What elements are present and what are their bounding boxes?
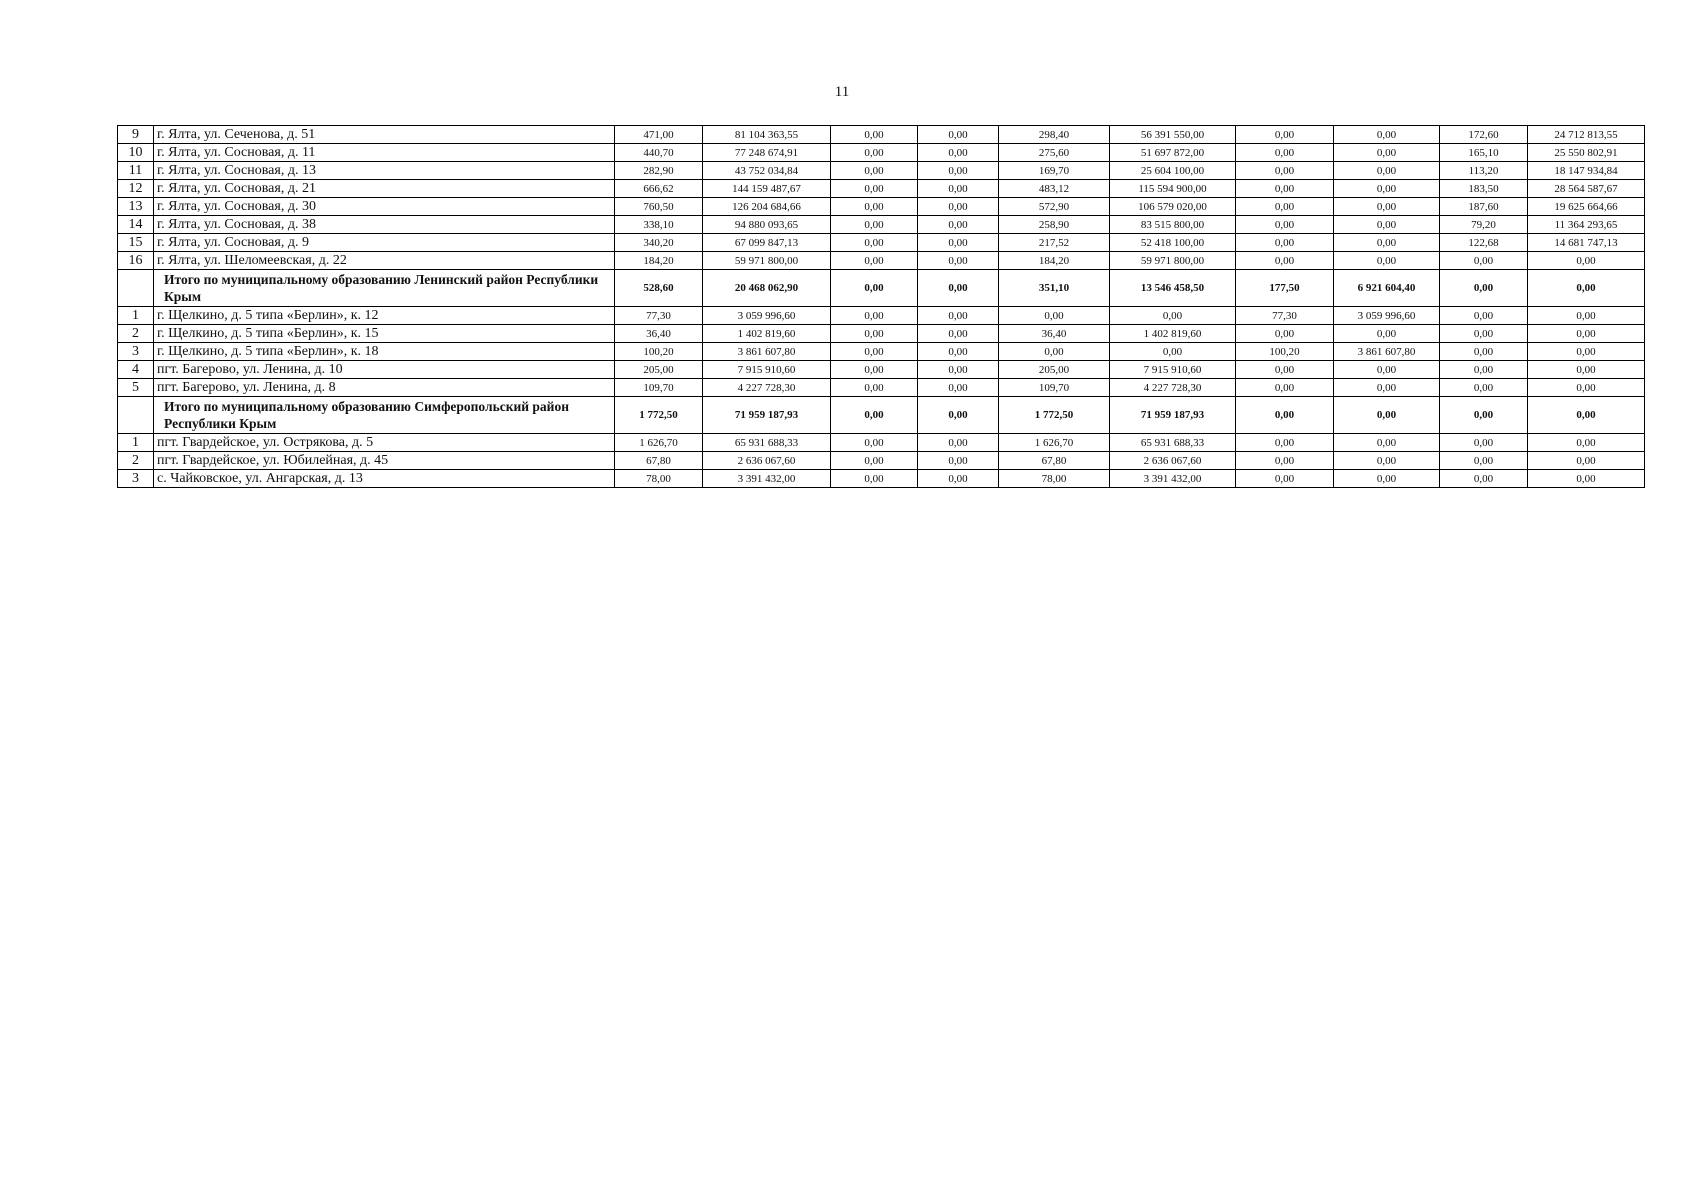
value-cell: 0,00 bbox=[1528, 361, 1645, 379]
row-number-cell: 16 bbox=[118, 252, 154, 270]
value-cell: 0,00 bbox=[1440, 434, 1528, 452]
value-cell: 67,80 bbox=[615, 452, 703, 470]
value-cell: 0,00 bbox=[918, 180, 999, 198]
value-cell: 169,70 bbox=[999, 162, 1110, 180]
value-cell: 3 059 996,60 bbox=[703, 307, 831, 325]
value-cell: 0,00 bbox=[831, 234, 918, 252]
page-number: 11 bbox=[834, 84, 850, 100]
row-number-cell: 15 bbox=[118, 234, 154, 252]
value-cell: 3 861 607,80 bbox=[1334, 343, 1440, 361]
value-cell: 1 772,50 bbox=[999, 397, 1110, 434]
table-row bbox=[118, 470, 1645, 488]
value-cell: 0,00 bbox=[1528, 397, 1645, 434]
row-number-cell: 11 bbox=[118, 162, 154, 180]
value-cell: 172,60 bbox=[1440, 126, 1528, 144]
value-cell: 0,00 bbox=[831, 434, 918, 452]
table-row bbox=[118, 325, 1645, 343]
value-cell: 0,00 bbox=[831, 397, 918, 434]
value-cell: 0,00 bbox=[1236, 361, 1334, 379]
value-cell: 126 204 684,66 bbox=[703, 198, 831, 216]
value-cell: 3 059 996,60 bbox=[1334, 307, 1440, 325]
value-cell: 0,00 bbox=[918, 252, 999, 270]
value-cell: 56 391 550,00 bbox=[1110, 126, 1236, 144]
value-cell: 0,00 bbox=[1528, 343, 1645, 361]
row-number-cell: 2 bbox=[118, 452, 154, 470]
value-cell: 4 227 728,30 bbox=[1110, 379, 1236, 397]
value-cell: 7 915 910,60 bbox=[703, 361, 831, 379]
value-cell: 0,00 bbox=[1334, 325, 1440, 343]
address-cell: г. Ялта, ул. Сосновая, д. 30 bbox=[154, 198, 615, 216]
value-cell: 24 712 813,55 bbox=[1528, 126, 1645, 144]
value-cell: 77 248 674,91 bbox=[703, 144, 831, 162]
value-cell: 0,00 bbox=[918, 397, 999, 434]
value-cell: 258,90 bbox=[999, 216, 1110, 234]
value-cell: 0,00 bbox=[1334, 397, 1440, 434]
value-cell: 1 626,70 bbox=[999, 434, 1110, 452]
value-cell: 25 604 100,00 bbox=[1110, 162, 1236, 180]
value-cell: 0,00 bbox=[1440, 270, 1528, 307]
value-cell: 298,40 bbox=[999, 126, 1110, 144]
address-cell: пгт. Багерово, ул. Ленина, д. 10 bbox=[154, 361, 615, 379]
table-row bbox=[118, 162, 1645, 180]
value-cell: 65 931 688,33 bbox=[703, 434, 831, 452]
value-cell: 0,00 bbox=[1334, 198, 1440, 216]
address-cell: г. Ялта, ул. Сосновая, д. 13 bbox=[154, 162, 615, 180]
value-cell: 3 391 432,00 bbox=[1110, 470, 1236, 488]
value-cell: 115 594 900,00 bbox=[1110, 180, 1236, 198]
value-cell: 0,00 bbox=[1440, 452, 1528, 470]
value-cell: 59 971 800,00 bbox=[1110, 252, 1236, 270]
value-cell: 0,00 bbox=[1440, 252, 1528, 270]
value-cell: 0,00 bbox=[1236, 379, 1334, 397]
value-cell: 0,00 bbox=[1334, 216, 1440, 234]
value-cell: 2 636 067,60 bbox=[703, 452, 831, 470]
value-cell: 0,00 bbox=[1236, 126, 1334, 144]
value-cell: 0,00 bbox=[831, 452, 918, 470]
value-cell: 0,00 bbox=[831, 470, 918, 488]
table-row bbox=[118, 379, 1645, 397]
value-cell: 351,10 bbox=[999, 270, 1110, 307]
value-cell: 78,00 bbox=[615, 470, 703, 488]
value-cell: 0,00 bbox=[1440, 361, 1528, 379]
value-cell: 0,00 bbox=[1334, 452, 1440, 470]
address-cell: г. Ялта, ул. Сосновая, д. 11 bbox=[154, 144, 615, 162]
value-cell: 0,00 bbox=[831, 162, 918, 180]
value-cell: 94 880 093,65 bbox=[703, 216, 831, 234]
value-cell: 0,00 bbox=[1528, 434, 1645, 452]
row-number-cell: 14 bbox=[118, 216, 154, 234]
value-cell: 0,00 bbox=[831, 270, 918, 307]
value-cell: 0,00 bbox=[1110, 343, 1236, 361]
value-cell: 0,00 bbox=[918, 144, 999, 162]
value-cell: 65 931 688,33 bbox=[1110, 434, 1236, 452]
value-cell: 0,00 bbox=[831, 252, 918, 270]
value-cell: 0,00 bbox=[831, 180, 918, 198]
value-cell: 165,10 bbox=[1440, 144, 1528, 162]
value-cell: 109,70 bbox=[615, 379, 703, 397]
row-number-cell: 5 bbox=[118, 379, 154, 397]
table-row bbox=[118, 216, 1645, 234]
value-cell: 275,60 bbox=[999, 144, 1110, 162]
value-cell: 0,00 bbox=[1334, 361, 1440, 379]
value-cell: 0,00 bbox=[918, 126, 999, 144]
value-cell: 0,00 bbox=[1236, 216, 1334, 234]
value-cell: 77,30 bbox=[615, 307, 703, 325]
value-cell: 113,20 bbox=[1440, 162, 1528, 180]
value-cell: 67 099 847,13 bbox=[703, 234, 831, 252]
value-cell: 0,00 bbox=[1334, 234, 1440, 252]
value-cell: 1 402 819,60 bbox=[1110, 325, 1236, 343]
value-cell: 25 550 802,91 bbox=[1528, 144, 1645, 162]
value-cell: 0,00 bbox=[1334, 434, 1440, 452]
table-body bbox=[118, 126, 1645, 488]
value-cell: 0,00 bbox=[918, 379, 999, 397]
address-cell: с. Чайковское, ул. Ангарская, д. 13 bbox=[154, 470, 615, 488]
address-cell: пгт. Гвардейское, ул. Юбилейная, д. 45 bbox=[154, 452, 615, 470]
value-cell: 1 402 819,60 bbox=[703, 325, 831, 343]
value-cell: 0,00 bbox=[831, 343, 918, 361]
value-cell: 67,80 bbox=[999, 452, 1110, 470]
value-cell: 0,00 bbox=[1236, 162, 1334, 180]
value-cell: 0,00 bbox=[918, 198, 999, 216]
value-cell: 0,00 bbox=[918, 325, 999, 343]
value-cell: 28 564 587,67 bbox=[1528, 180, 1645, 198]
value-cell: 338,10 bbox=[615, 216, 703, 234]
address-cell: пгт. Багерово, ул. Ленина, д. 8 bbox=[154, 379, 615, 397]
address-cell: г. Ялта, ул. Сосновая, д. 38 bbox=[154, 216, 615, 234]
value-cell: 0,00 bbox=[831, 325, 918, 343]
row-number-cell: 10 bbox=[118, 144, 154, 162]
address-cell: г. Щелкино, д. 5 типа «Берлин», к. 15 bbox=[154, 325, 615, 343]
value-cell: 0,00 bbox=[918, 470, 999, 488]
value-cell: 0,00 bbox=[1236, 325, 1334, 343]
value-cell: 0,00 bbox=[1334, 470, 1440, 488]
value-cell: 0,00 bbox=[1236, 144, 1334, 162]
value-cell: 6 921 604,40 bbox=[1334, 270, 1440, 307]
value-cell: 528,60 bbox=[615, 270, 703, 307]
value-cell: 184,20 bbox=[615, 252, 703, 270]
row-number-cell: 12 bbox=[118, 180, 154, 198]
value-cell: 187,60 bbox=[1440, 198, 1528, 216]
value-cell: 4 227 728,30 bbox=[703, 379, 831, 397]
row-number-cell bbox=[118, 397, 154, 434]
value-cell: 0,00 bbox=[831, 307, 918, 325]
address-cell: г. Ялта, ул. Сеченова, д. 51 bbox=[154, 126, 615, 144]
value-cell: 18 147 934,84 bbox=[1528, 162, 1645, 180]
address-cell: г. Щелкино, д. 5 типа «Берлин», к. 12 bbox=[154, 307, 615, 325]
value-cell: 0,00 bbox=[999, 307, 1110, 325]
address-cell: г. Ялта, ул. Сосновая, д. 9 bbox=[154, 234, 615, 252]
value-cell: 144 159 487,67 bbox=[703, 180, 831, 198]
value-cell: 217,52 bbox=[999, 234, 1110, 252]
value-cell: 282,90 bbox=[615, 162, 703, 180]
value-cell: 0,00 bbox=[1528, 270, 1645, 307]
value-cell: 0,00 bbox=[1528, 252, 1645, 270]
row-number-cell: 2 bbox=[118, 325, 154, 343]
value-cell: 13 546 458,50 bbox=[1110, 270, 1236, 307]
value-cell: 51 697 872,00 bbox=[1110, 144, 1236, 162]
value-cell: 0,00 bbox=[1334, 180, 1440, 198]
table-row bbox=[118, 343, 1645, 361]
value-cell: 0,00 bbox=[1440, 307, 1528, 325]
value-cell: 2 636 067,60 bbox=[1110, 452, 1236, 470]
value-cell: 100,20 bbox=[615, 343, 703, 361]
address-cell: г. Щелкино, д. 5 типа «Берлин», к. 18 bbox=[154, 343, 615, 361]
value-cell: 7 915 910,60 bbox=[1110, 361, 1236, 379]
address-cell: г. Ялта, ул. Сосновая, д. 21 bbox=[154, 180, 615, 198]
value-cell: 0,00 bbox=[1528, 307, 1645, 325]
value-cell: 14 681 747,13 bbox=[1528, 234, 1645, 252]
table-row bbox=[118, 452, 1645, 470]
value-cell: 0,00 bbox=[831, 361, 918, 379]
table-row bbox=[118, 307, 1645, 325]
value-cell: 0,00 bbox=[999, 343, 1110, 361]
value-cell: 0,00 bbox=[1528, 325, 1645, 343]
value-cell: 0,00 bbox=[1440, 379, 1528, 397]
value-cell: 0,00 bbox=[1528, 452, 1645, 470]
value-cell: 0,00 bbox=[1236, 234, 1334, 252]
value-cell: 0,00 bbox=[918, 452, 999, 470]
address-cell: пгт. Гвардейское, ул. Острякова, д. 5 bbox=[154, 434, 615, 452]
subtotal-label-cell: Итого по муниципальному образованию Симферопольский район Республики Крым bbox=[154, 397, 615, 434]
table-row bbox=[118, 252, 1645, 270]
value-cell: 0,00 bbox=[831, 126, 918, 144]
value-cell: 0,00 bbox=[1334, 144, 1440, 162]
table-row bbox=[118, 144, 1645, 162]
value-cell: 3 391 432,00 bbox=[703, 470, 831, 488]
table-row bbox=[118, 234, 1645, 252]
value-cell: 0,00 bbox=[1334, 162, 1440, 180]
value-cell: 0,00 bbox=[831, 144, 918, 162]
value-cell: 36,40 bbox=[999, 325, 1110, 343]
row-number-cell: 4 bbox=[118, 361, 154, 379]
table-row bbox=[118, 434, 1645, 452]
value-cell: 20 468 062,90 bbox=[703, 270, 831, 307]
row-number-cell bbox=[118, 270, 154, 307]
value-cell: 0,00 bbox=[1440, 343, 1528, 361]
value-cell: 0,00 bbox=[1236, 397, 1334, 434]
value-cell: 0,00 bbox=[1236, 252, 1334, 270]
subtotal-label-cell: Итого по муниципальному образованию Ленинский район Республики Крым bbox=[154, 270, 615, 307]
row-number-cell: 1 bbox=[118, 307, 154, 325]
value-cell: 440,70 bbox=[615, 144, 703, 162]
value-cell: 0,00 bbox=[1334, 252, 1440, 270]
value-cell: 83 515 800,00 bbox=[1110, 216, 1236, 234]
value-cell: 100,20 bbox=[1236, 343, 1334, 361]
value-cell: 71 959 187,93 bbox=[703, 397, 831, 434]
value-cell: 109,70 bbox=[999, 379, 1110, 397]
value-cell: 0,00 bbox=[1440, 470, 1528, 488]
housing-registry-table bbox=[117, 125, 1645, 488]
row-number-cell: 9 bbox=[118, 126, 154, 144]
value-cell: 666,62 bbox=[615, 180, 703, 198]
value-cell: 0,00 bbox=[1440, 325, 1528, 343]
value-cell: 0,00 bbox=[1528, 379, 1645, 397]
value-cell: 0,00 bbox=[918, 162, 999, 180]
row-number-cell: 3 bbox=[118, 470, 154, 488]
value-cell: 106 579 020,00 bbox=[1110, 198, 1236, 216]
table-row bbox=[118, 198, 1645, 216]
value-cell: 43 752 034,84 bbox=[703, 162, 831, 180]
value-cell: 11 364 293,65 bbox=[1528, 216, 1645, 234]
subtotal-row bbox=[118, 270, 1645, 307]
value-cell: 3 861 607,80 bbox=[703, 343, 831, 361]
value-cell: 177,50 bbox=[1236, 270, 1334, 307]
value-cell: 19 625 664,66 bbox=[1528, 198, 1645, 216]
value-cell: 0,00 bbox=[1334, 126, 1440, 144]
subtotal-row bbox=[118, 397, 1645, 434]
value-cell: 0,00 bbox=[1110, 307, 1236, 325]
value-cell: 0,00 bbox=[1236, 180, 1334, 198]
table-row bbox=[118, 126, 1645, 144]
value-cell: 36,40 bbox=[615, 325, 703, 343]
value-cell: 0,00 bbox=[831, 379, 918, 397]
value-cell: 483,12 bbox=[999, 180, 1110, 198]
value-cell: 1 626,70 bbox=[615, 434, 703, 452]
value-cell: 0,00 bbox=[918, 216, 999, 234]
value-cell: 0,00 bbox=[918, 270, 999, 307]
row-number-cell: 3 bbox=[118, 343, 154, 361]
row-number-cell: 1 bbox=[118, 434, 154, 452]
value-cell: 0,00 bbox=[1528, 470, 1645, 488]
value-cell: 205,00 bbox=[999, 361, 1110, 379]
value-cell: 71 959 187,93 bbox=[1110, 397, 1236, 434]
value-cell: 0,00 bbox=[1334, 379, 1440, 397]
value-cell: 184,20 bbox=[999, 252, 1110, 270]
value-cell: 78,00 bbox=[999, 470, 1110, 488]
table-row bbox=[118, 180, 1645, 198]
value-cell: 122,68 bbox=[1440, 234, 1528, 252]
address-cell: г. Ялта, ул. Шеломеевская, д. 22 bbox=[154, 252, 615, 270]
value-cell: 572,90 bbox=[999, 198, 1110, 216]
value-cell: 0,00 bbox=[918, 343, 999, 361]
value-cell: 59 971 800,00 bbox=[703, 252, 831, 270]
value-cell: 0,00 bbox=[918, 307, 999, 325]
value-cell: 760,50 bbox=[615, 198, 703, 216]
value-cell: 52 418 100,00 bbox=[1110, 234, 1236, 252]
value-cell: 183,50 bbox=[1440, 180, 1528, 198]
value-cell: 0,00 bbox=[1440, 397, 1528, 434]
value-cell: 0,00 bbox=[1236, 198, 1334, 216]
value-cell: 0,00 bbox=[918, 434, 999, 452]
value-cell: 0,00 bbox=[1236, 452, 1334, 470]
value-cell: 205,00 bbox=[615, 361, 703, 379]
value-cell: 340,20 bbox=[615, 234, 703, 252]
value-cell: 0,00 bbox=[831, 198, 918, 216]
value-cell: 471,00 bbox=[615, 126, 703, 144]
value-cell: 0,00 bbox=[1236, 434, 1334, 452]
row-number-cell: 13 bbox=[118, 198, 154, 216]
value-cell: 81 104 363,55 bbox=[703, 126, 831, 144]
value-cell: 0,00 bbox=[918, 361, 999, 379]
value-cell: 77,30 bbox=[1236, 307, 1334, 325]
value-cell: 1 772,50 bbox=[615, 397, 703, 434]
value-cell: 0,00 bbox=[918, 234, 999, 252]
table-row bbox=[118, 361, 1645, 379]
value-cell: 0,00 bbox=[831, 216, 918, 234]
value-cell: 79,20 bbox=[1440, 216, 1528, 234]
value-cell: 0,00 bbox=[1236, 470, 1334, 488]
